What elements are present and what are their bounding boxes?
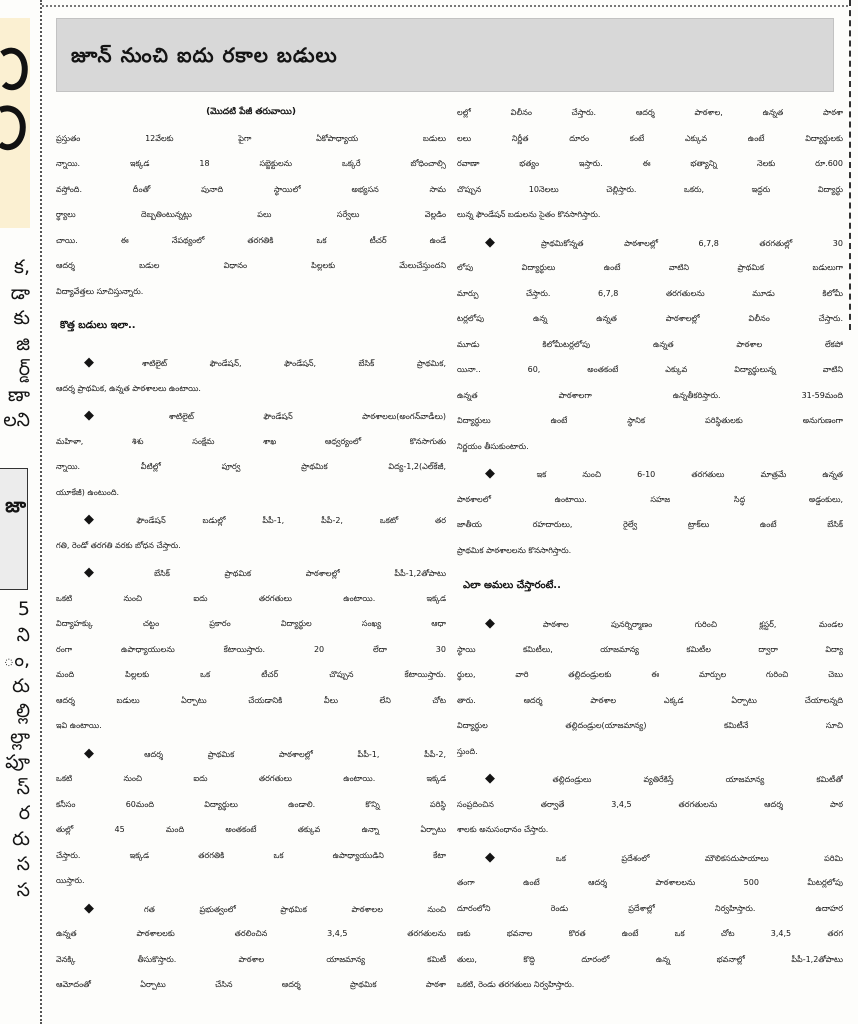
article-line: యూకేజీ) ఉంటుంది. <box>56 487 120 497</box>
article-line: న్నాయి. ఇక్కడ 18 సబ్జెక్టులను ఒక్కరే బోధించాల్సి <box>56 159 446 168</box>
top-separator-dotted <box>42 5 848 7</box>
article-line: దూరంలోని రెండు ప్రదేశాల్లో నిర్వహిస్తారు. ఉదాహర <box>457 903 843 913</box>
bullet-diamond-icon: ◆ <box>485 466 529 481</box>
bullet-diamond-icon: ◆ <box>84 408 161 423</box>
article-line: తుల్లో 45 మంది అంతకంటే తక్కువ ఉన్నా ఏర్పాటు <box>56 825 446 834</box>
headline-box <box>56 18 834 92</box>
article-line <box>457 461 843 487</box>
clipped-text-upper <box>0 255 30 434</box>
article-line: టర్లలోపు ఉన్న ఉన్నత పాఠశాలల్లో విలీనం చేస్తారు. <box>457 314 843 323</box>
headline: జూన్ నుంచి ఐదు రకాల బడులు <box>71 43 338 67</box>
bullet-diamond-icon: ◆ <box>485 234 533 250</box>
article-line: తంగా ఉంటే ఆదర్శ పాఠశాలలను 500 మీటర్లలోపు <box>457 878 843 887</box>
right-column <box>457 100 843 998</box>
bullet-item <box>56 507 446 558</box>
article-line: చొప్పున 10నెలలు చెల్లిస్తారు. ఒకరు, ఇద్దరు విద్యార్థు <box>457 184 843 194</box>
bullet-item <box>56 560 446 739</box>
article-line <box>56 507 446 533</box>
article-line <box>457 230 843 256</box>
article-line: మార్పు చేస్తారు. 6,7,8 తరగతులను మూడు కిలోమీ <box>457 288 843 298</box>
line-text: బేసిక్ ప్రాథమిక పాఠశాలల్లో పీపీ-1,2తోపాటు <box>154 569 446 578</box>
line-text: ఇక నుంచి 6-10 తరగతులు మాత్రమే ఉన్నత <box>536 470 843 479</box>
clipped-fragment: జా <box>5 493 26 517</box>
article-line: లలు నిర్ణీత దూరం కంటే ఎక్కువ ఉంటే విద్యార్థులకు <box>457 133 843 143</box>
clipped-fragment: ర్డ్ <box>18 358 30 380</box>
line-text: ఫౌండేషన్ బడుల్లో పీపీ-1, పీపీ-2, ఒకటో తర <box>136 516 446 525</box>
article-line: ప్రస్తుతం 12వేలకు పైగా ఏకోపాధ్యాయ బడులు <box>56 133 446 143</box>
article-line: లోపు విద్యార్థులు ఉంటే వాటిని ప్రాథమిక బడులుగా <box>457 263 843 272</box>
line-text: శాటిలైట్ ఫౌండేషన్, ఫౌండేషన్, బేసిక్ ప్రాథమిక, <box>142 359 446 368</box>
column-separator-dotted <box>40 0 42 1024</box>
article-line: మంది పిల్లలకు ఒక టీచర్ చొప్పున కేటాయిస్తారు. <box>56 670 446 679</box>
clipped-headline-box <box>0 18 30 228</box>
bullet-item <box>56 403 446 505</box>
article-line: తారు. ఆదర్శ పాఠశాల ఎక్కడ ఏర్పాటు చేయాలన్నది <box>457 695 843 705</box>
article-line: ఆదర్శ బడుల విధానం పిల్లలకు మేలుచేస్తుందని <box>56 261 446 270</box>
article-line: స్తుంది. <box>457 746 478 756</box>
article-line: ఆమోదంతో ఏర్పాటు చేసిన ఆదర్శ ప్రాథమిక పాఠశా <box>56 980 446 989</box>
line-text: ప్రాథమికోన్నత పాఠశాలల్లో 6,7,8 తరగతుల్లో 30 <box>540 238 843 248</box>
article-line <box>56 560 446 586</box>
clipped-fragment: 5 <box>17 598 30 620</box>
article-line: చేస్తారు. ఇక్కడ తరగతికి ఒక ఉపాధ్యాయుడిని కేటా <box>56 850 446 860</box>
clipped-fragment: స <box>16 878 30 901</box>
article-line: ర్థ్యాలు దెబ్బతింటున్నట్లు పలు సర్వేలు వెల్లడిం <box>56 210 446 219</box>
clipped-fragment: స్ <box>16 776 30 799</box>
article-line <box>56 896 446 922</box>
bullet-item <box>457 766 843 843</box>
article-line: ఆదర్శ ప్రాథమిక, ఉన్నత పాఠశాలలు ఉంటాయి. <box>56 383 201 393</box>
clipped-fragment: ని <box>16 623 30 646</box>
article-line: సంప్రదించిన తర్వాతే 3,4,5 తరగతులను ఆదర్శ పాఠ <box>457 799 843 809</box>
left-column <box>56 100 446 998</box>
article-line: విద్యార్థుల తల్లిదండ్రుల(యాజమాన్య) కమిటీనే సూచి <box>457 721 843 730</box>
article-line: గతి, రెండో తరగతి వరకు బోధన చేస్తారు. <box>56 540 181 550</box>
article-line: ర్థులు, వారి తల్లిదండ్రులకు ఈ మార్పుల గురించి చెబు <box>457 670 843 679</box>
bullet-item <box>457 230 843 460</box>
bullet-diamond-icon: ◆ <box>485 616 535 631</box>
clipped-fragment: జి <box>16 332 30 355</box>
article-line: న్నాయి. వీటిల్లో పూర్వ ప్రాథమిక విద్య-1,2(ఎల్‌కేజీ, <box>56 462 446 471</box>
article-line: ఉన్నత పాఠశాలగా ఉన్నతీకరిస్తారు. 31-59మంది <box>457 390 843 400</box>
line-text: తల్లిదండ్రులు వ్యతిరేకిస్తే యాజమాన్య కమిటీతో <box>552 775 843 784</box>
line-text: పాఠశాల పునర్నిర్మాణం గురించి క్లస్టర్, మండల <box>542 620 843 629</box>
article-line: చాయి. ఈ నేపథ్యంలో తరగతికి ఒక టీచర్ ఉండే <box>56 235 446 245</box>
article-line: ఇవి ఉంటాయి. <box>56 721 102 730</box>
clipped-fragment: డా <box>10 281 30 304</box>
article-line: విద్యావేత్తలు సూచిస్తున్నారు. <box>56 286 144 296</box>
bullet-item <box>457 611 843 764</box>
clipped-fragment: కు <box>13 307 30 329</box>
line-text: శాటిలైట్ ఫౌండేషన్ పాఠశాలలు(అంగన్‌వాడీలు) <box>168 412 446 421</box>
clipped-fragment: రు <box>12 827 30 850</box>
article-line: నిర్ణయం తీసుకుంటారు. <box>457 441 529 451</box>
article-line: ఉన్నత పాఠశాలలకు తరలించిన 3,4,5 తరగతులను <box>56 929 446 938</box>
article-line: లల్లో విలీనం చేస్తారు. ఆదర్శ పాఠశాల, ఉన్నత పాఠశా <box>457 108 843 117</box>
clipped-fragment: ర <box>18 802 30 824</box>
article-line: ప్రాథమిక పాఠశాలలను కొనసాగిస్తారు. <box>457 545 572 555</box>
article-line <box>56 403 446 429</box>
bullet-diamond-icon: ◆ <box>485 771 545 786</box>
article-line: జాతీయ రహదారులు, రైల్వే ట్రాక్‌లు ఉంటే బేసిక్ <box>457 520 843 529</box>
article-line: రవాణా భత్యం ఇస్తారు. ఈ భత్యాన్ని నెలకు రూ.600 <box>457 159 843 168</box>
article-line <box>56 350 446 376</box>
bullet-item <box>56 896 446 998</box>
bullet-diamond-icon: ◆ <box>84 355 135 370</box>
line-text: ఆదర్శ ప్రాథమిక పాఠశాలల్లో పీపీ-1, పీపీ-2, <box>144 749 446 759</box>
bullet-item <box>457 845 843 998</box>
article-line: స్థాయి కమిటీలు, యాజమాన్య కమిటీల ద్వారా విద్యా <box>457 644 843 654</box>
clipped-boxed-item <box>0 468 28 590</box>
clipped-adjacent-article <box>0 0 34 1024</box>
clipped-fragment: ణా <box>7 383 30 406</box>
clipped-fragment: లని <box>3 409 30 431</box>
article-line <box>457 845 843 871</box>
clipped-fragment: రు <box>12 674 30 697</box>
clipped-headline-glyph <box>0 18 30 228</box>
clipped-fragment: ల్లి <box>16 700 30 722</box>
bullet-diamond-icon: ◆ <box>84 745 137 761</box>
bullet-item <box>56 350 446 401</box>
clipped-fragment: స <box>16 853 30 875</box>
article-line: లున్న ఫౌండేషన్ బడులను సైతం కొనసాగిస్తారు. <box>457 210 601 219</box>
clipped-fragment: ం, <box>3 649 30 671</box>
article-line: కనీసం 60మంది విద్యార్థులు ఉండాలి. కొన్ని పరిస్థి <box>56 799 446 809</box>
bullet-diamond-icon: ◆ <box>84 512 129 527</box>
bullet-diamond-icon: ◆ <box>84 900 137 916</box>
article-line: విద్యాహక్కు చట్టం ప్రకారం విద్యార్థుల సంఖ్య ఆధా <box>56 619 446 628</box>
article-line: ఒకటి, రెండు తరగతులు నిర్వహిస్తారు. <box>457 980 575 989</box>
bullet-item <box>56 741 446 894</box>
article-line: యినా.. 60, అంతకంటే ఎక్కువ విద్యార్థులున్న వాటిని <box>457 365 843 374</box>
article-line <box>457 611 843 637</box>
article-line <box>56 741 446 767</box>
line-text: గత ప్రభుత్వంలో ప్రాథమిక పాఠశాలల నుంచి <box>144 904 446 914</box>
article-line: ఆదర్శ బడులు ఏర్పాటు చేయడానికి వీలు లేని చోట <box>56 695 446 705</box>
article-line: మూడు కిలోమీటర్లలోపు ఉన్నత పాఠశాల లేకపో <box>457 339 843 349</box>
article-line: ఒకటి నుంచి ఐదు తరగతులు ఉంటాయి. ఇక్కడ <box>56 593 446 603</box>
article-line: ణకు భవనాల కొరత ఉంటే ఒక చోట 3,4,5 తరగ <box>457 929 843 938</box>
article-line: మహిళా, శిశు సంక్షేమ శాఖ ఆధ్వర్యంలో కొనసాగుతు <box>56 436 446 446</box>
article-line: రంగా ఉపాధ్యాయులను కేటాయిస్తారు. 20 లేదా 30 <box>56 644 446 654</box>
article-line: తులు, కొద్ది దూరంలో ఉన్న భవనాల్లో పీపీ-1,2తోపాటు <box>457 954 843 964</box>
article-line: వస్తోంది. దీంతో పునాది స్థాయిలో అభ్యసన సామ <box>56 184 446 194</box>
bullet-item <box>457 461 843 563</box>
continued-paragraph <box>457 100 843 228</box>
line-text: ఒక ప్రదేశంలో మౌలికసదుపాయాలు పరిమి <box>555 853 843 863</box>
continuation-note: (మొదటి పేజీ తరువాయి) <box>206 107 296 117</box>
clipped-fragment: ల్లా <box>10 725 30 748</box>
article-line: యిస్తారు. <box>56 876 85 885</box>
section-heading: కొత్త బడులు ఇలా.. <box>60 320 136 331</box>
section-heading: ఎలా అమలు చేస్తారంటే.. <box>463 580 561 591</box>
article-line: పాఠశాలలో ఉంటాయి. సహజ సిద్ధ అడ్డంకులు, <box>457 494 843 504</box>
clipped-text-lower <box>0 597 30 903</box>
bullet-diamond-icon: ◆ <box>84 565 147 580</box>
article-line: విద్యార్థులు ఉంటే స్థానిక పరిస్థితులకు అనుగుణంగా <box>457 416 843 425</box>
clipped-fragment: క, <box>14 256 30 278</box>
intro-paragraph <box>56 126 446 305</box>
clipped-fragment: పూ <box>5 751 30 773</box>
article-line: వెనక్కి తీసుకొస్తారు. పాఠశాల యాజమాన్య కమిటీ <box>56 954 446 964</box>
article-line: ఒకటి నుంచి ఐదు తరగతులు ఉంటాయి. ఇక్కడ <box>56 774 446 783</box>
article-line: శాలకు అనుసంధానం చేస్తారు. <box>457 825 549 834</box>
right-edge-separator <box>849 0 851 330</box>
bullet-diamond-icon: ◆ <box>485 849 548 865</box>
article-line <box>457 766 843 792</box>
